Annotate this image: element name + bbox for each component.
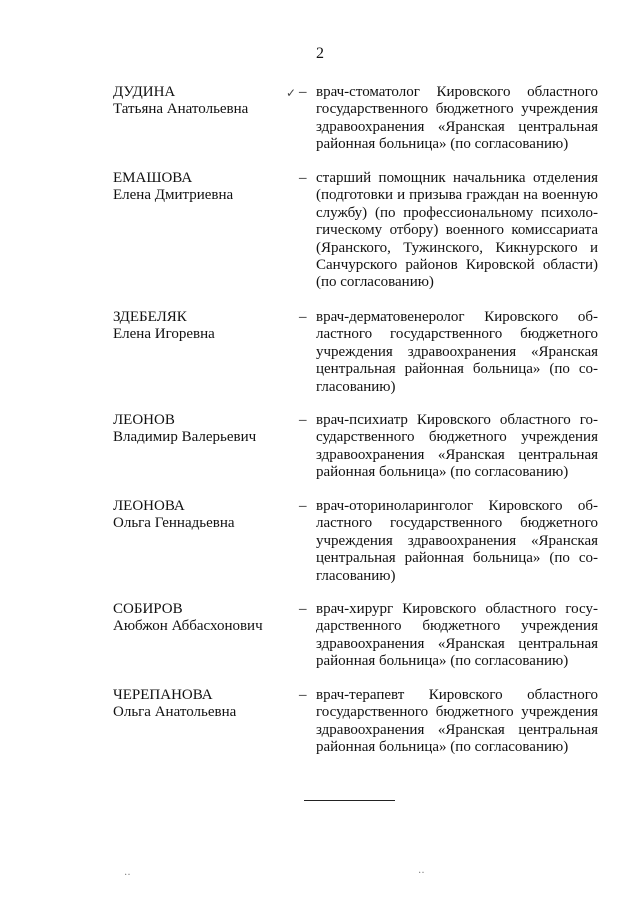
member-position bbox=[316, 84, 598, 154]
entry-dash: – bbox=[299, 84, 307, 100]
position-line: врач-терапевт Кировского областного bbox=[316, 687, 598, 703]
member-entry bbox=[0, 498, 640, 598]
member-name bbox=[113, 170, 293, 205]
entry-dash: – bbox=[299, 601, 307, 617]
entry-dash: – bbox=[299, 412, 307, 428]
position-line: врач-психиатр Кировского областного го- bbox=[316, 412, 598, 428]
position-line: учреждения здравоохранения «Яранская bbox=[316, 343, 598, 360]
closing-rule bbox=[304, 800, 395, 801]
position-line: государственного бюджетного учреждения bbox=[316, 704, 598, 721]
position-line: районная больница» (по согласованию) bbox=[316, 464, 569, 481]
position-line: врач-хирург Кировского областного госу- bbox=[316, 601, 598, 617]
position-line: ластного государственного бюджетного bbox=[316, 326, 598, 343]
position-line: (по согласованию) bbox=[316, 274, 434, 291]
member-surname: СОБИРОВ bbox=[113, 601, 183, 617]
member-surname: ЛЕОНОВ bbox=[113, 412, 175, 428]
position-line: службу) (по профессиональному психоло- bbox=[316, 204, 598, 221]
position-line: врач-дерматовенеролог Кировского об- bbox=[316, 309, 598, 325]
member-entry bbox=[0, 84, 640, 184]
position-line: врач-оториноларинголог Кировского об- bbox=[316, 498, 598, 514]
member-position bbox=[316, 170, 598, 292]
position-line: центральная районная больница» (по со- bbox=[316, 550, 598, 567]
position-line: районная больница» (по согласованию) bbox=[316, 653, 569, 670]
position-line: ластного государственного бюджетного bbox=[316, 515, 598, 532]
member-given-names: Елена Дмитриевна bbox=[113, 187, 234, 204]
position-line: гласованию) bbox=[316, 378, 396, 395]
position-line: Санчурского районов Кировской области) bbox=[316, 257, 598, 274]
member-entry bbox=[0, 309, 640, 409]
member-position bbox=[316, 412, 598, 482]
scan-speck: ‥ bbox=[124, 867, 131, 878]
position-line: гическому отбору) военного комиссариата bbox=[316, 222, 598, 239]
entry-dash: – bbox=[299, 687, 307, 703]
scan-speck: ‥ bbox=[418, 865, 425, 876]
member-surname: ЕМАШОВА bbox=[113, 170, 193, 186]
member-given-names: Ольга Геннадьевна bbox=[113, 515, 235, 532]
entry-dash: – bbox=[299, 170, 307, 186]
position-line: здравоохранения «Яранская центральная bbox=[316, 635, 598, 652]
member-name bbox=[113, 687, 293, 722]
member-name bbox=[113, 309, 293, 344]
position-line: здравоохранения «Яранская центральная bbox=[316, 118, 598, 135]
member-position bbox=[316, 601, 598, 671]
entry-dash: – bbox=[299, 309, 307, 325]
position-line: (подготовки и призыва граждан на военную bbox=[316, 187, 598, 204]
position-line: центральная районная больница» (по со- bbox=[316, 361, 598, 378]
member-surname: ЧЕРЕПАНОВА bbox=[113, 687, 213, 703]
member-given-names: Ольга Анатольевна bbox=[113, 704, 237, 721]
member-position bbox=[316, 309, 598, 396]
entry-dash: – bbox=[299, 498, 307, 514]
member-given-names: Владимир Валерьевич bbox=[113, 429, 257, 446]
member-name bbox=[113, 498, 293, 533]
position-line: гласованию) bbox=[316, 567, 396, 584]
position-line: районная больница» (по согласованию) bbox=[316, 739, 569, 756]
position-line: (Яранского, Тужинского, Кикнурского и bbox=[316, 239, 598, 256]
member-entry bbox=[0, 412, 640, 512]
member-entry bbox=[0, 687, 640, 787]
position-line: учреждения здравоохранения «Яранская bbox=[316, 532, 598, 549]
member-name bbox=[113, 84, 293, 119]
position-line: здравоохранения «Яранская центральная bbox=[316, 721, 598, 738]
member-given-names: Татьяна Анатольевна bbox=[113, 101, 249, 118]
member-entry bbox=[0, 170, 640, 291]
member-position bbox=[316, 687, 598, 757]
member-given-names: Аюбжон Аббасхонович bbox=[113, 618, 263, 635]
position-line: старший помощник начальника отделения bbox=[316, 170, 598, 186]
member-surname: ЗДЕБЕЛЯК bbox=[113, 309, 187, 325]
member-name bbox=[113, 412, 293, 447]
pen-tick-mark: ✓ bbox=[286, 86, 297, 100]
member-position bbox=[316, 498, 598, 585]
position-line: дарственного бюджетного учреждения bbox=[316, 618, 598, 635]
member-surname: ДУДИНА bbox=[113, 84, 176, 100]
member-given-names: Елена Игоревна bbox=[113, 326, 215, 343]
page-number: 2 bbox=[316, 45, 324, 62]
position-line: врач-стоматолог Кировского областного bbox=[316, 84, 598, 100]
position-line: здравоохранения «Яранская центральная bbox=[316, 446, 598, 463]
position-line: сударственного бюджетного учреждения bbox=[316, 429, 598, 446]
position-line: государственного бюджетного учреждения bbox=[316, 101, 598, 118]
member-surname: ЛЕОНОВА bbox=[113, 498, 185, 514]
position-line: районная больница» (по согласованию) bbox=[316, 136, 569, 153]
member-entry bbox=[0, 601, 640, 701]
member-name bbox=[113, 601, 293, 636]
